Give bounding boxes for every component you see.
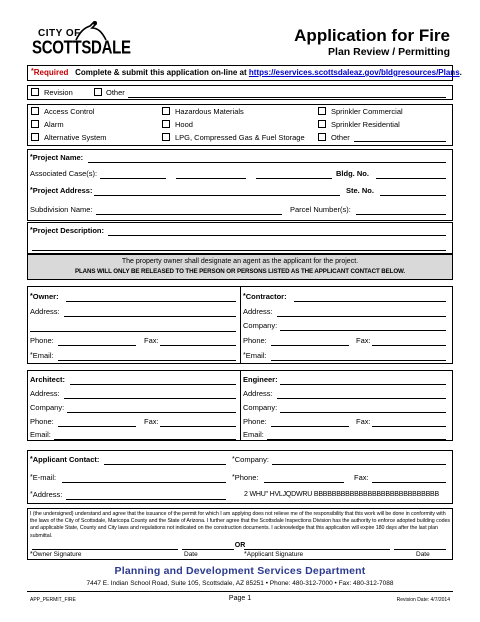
other-permit-label: Other (331, 133, 350, 142)
contractor-phone-label: Phone: (243, 336, 267, 345)
contractor-email-label: *Email: (243, 351, 267, 360)
page-number: Page 1 (228, 595, 252, 602)
case-field-1[interactable] (100, 178, 166, 179)
sprinkler-commercial-label: Sprinkler Commercial (331, 107, 403, 116)
engineer-address-label: Address: (243, 389, 273, 398)
architect-phone-field[interactable] (58, 426, 136, 427)
notice-line-1: The property owner shall designate an agent as the applicant for the project. (121, 258, 359, 265)
applicant-email-field[interactable] (62, 482, 226, 483)
contractor-address-label: Address: (243, 307, 273, 316)
subdivision-field[interactable] (96, 214, 282, 215)
owner-email-label: *Email: (30, 351, 54, 360)
notice-line-2: PLANS WILL ONLY BE RELEASED TO THE PERSON OR PERSONS LISTED AS THE APPLICANT CONTACT BELOW. (74, 268, 406, 275)
owner-address-label: Address: (30, 307, 60, 316)
subdivision-label: Subdivision Name: (30, 205, 93, 214)
project-address-label: *Project Address: (30, 186, 93, 195)
applicant-address-label: *Address: (30, 490, 63, 499)
applicant-contact-label: *Applicant Contact: (30, 455, 100, 464)
access-control-label: Access Control (44, 107, 95, 116)
contractor-address-field[interactable] (277, 316, 446, 317)
contractor-title: *Contractor: (243, 292, 287, 301)
revision-label: Revision (44, 88, 73, 97)
certification-text: I (the undersigned) understand and agree that the issuance of the permit for which I am applying does not relieve me of the responsibility that this work will be done in conformity with the laws of the City of Scottsdale, Maricopa County and the State of Arizona. I further agree that the Scottsdale Inspections Division has the authority to enforce adopted building codes and applicable State, County and City laws and regulations not indicated on the construction documents. I acknowledge that this application will expire 180 days after the last plan submittal. (30, 511, 451, 539)
architect-fax-label: Fax: (144, 417, 159, 426)
page-title: Application for Fire (294, 26, 450, 45)
description-field-2[interactable] (32, 250, 446, 251)
city-logo (30, 20, 131, 64)
architect-engineer-divider (240, 370, 241, 441)
bldg-no-field[interactable] (376, 178, 446, 179)
alarm-label: Alarm (44, 120, 64, 129)
associated-cases-label: Associated Case(s): (30, 169, 98, 178)
engineer-company-label: Company: (243, 403, 278, 412)
description-field-1[interactable] (108, 235, 446, 236)
architect-email-field[interactable] (54, 439, 236, 440)
hazardous-materials-label: Hazardous Materials (175, 107, 244, 116)
other-permit-checkbox[interactable] (318, 133, 326, 141)
ste-no-field[interactable] (380, 195, 446, 196)
engineer-fax-field[interactable] (372, 426, 446, 427)
owner-email-field[interactable] (58, 360, 236, 361)
hazardous-materials-checkbox[interactable] (162, 107, 170, 115)
required-instruction: Complete & submit this application on-line at (75, 68, 247, 77)
engineer-title: Engineer: (243, 375, 278, 384)
revision-checkbox[interactable] (31, 88, 39, 96)
applicant-signature-label: *Applicant Signature (244, 551, 304, 558)
engineer-email-field[interactable] (267, 439, 446, 440)
owner-date-label: Date (184, 551, 198, 558)
applicant-address-field[interactable] (66, 499, 226, 500)
department-address: 7447 E. Indian School Road, Suite 105, Scottsdale, AZ 85251 • Phone: 480-312-7000 • Fax: 480-312-7088 (86, 580, 394, 587)
owner-address-field-2[interactable] (30, 331, 236, 332)
contractor-name-field[interactable] (294, 301, 446, 302)
case-field-3[interactable] (256, 178, 332, 179)
applicant-contact-field[interactable] (104, 464, 226, 465)
contractor-email-field[interactable] (271, 360, 446, 361)
project-name-label: *Project Name: (30, 153, 84, 162)
owner-signature-label: *Owner Signature (30, 551, 82, 558)
other-type-field[interactable] (128, 97, 446, 98)
owner-address-field[interactable] (64, 316, 236, 317)
required-bar-text: *Required Complete & submit this application on-line at https://eservices.scottsdaleaz.gov/bldgresources/Plans. (31, 68, 462, 77)
project-description-label: *Project Description: (30, 226, 104, 235)
contractor-phone-field[interactable] (271, 345, 349, 346)
ste-no-label: Ste. No. (346, 186, 374, 195)
architect-email-label: Email: (30, 430, 51, 439)
sprinkler-commercial-checkbox[interactable] (318, 107, 326, 115)
applicant-fax-label: Fax: (354, 473, 369, 482)
engineer-name-field[interactable] (280, 384, 446, 385)
project-name-field[interactable] (88, 162, 446, 163)
owner-contractor-divider (240, 286, 241, 364)
alternative-system-checkbox[interactable] (31, 133, 39, 141)
or-label: OR (234, 542, 246, 549)
architect-company-field[interactable] (67, 412, 236, 413)
engineer-phone-field[interactable] (271, 426, 349, 427)
applicant-company-label: *Company: (232, 455, 269, 464)
hood-checkbox[interactable] (162, 120, 170, 128)
other-type-label: Other (106, 88, 125, 97)
contractor-company-field[interactable] (280, 330, 446, 331)
architect-address-label: Address: (30, 389, 60, 398)
page-subtitle: Plan Review / Permitting (328, 46, 450, 58)
department-name: Planning and Development Services Department (114, 565, 366, 577)
applicant-fax-field[interactable] (372, 482, 446, 483)
contractor-fax-label: Fax: (356, 336, 371, 345)
logo-text-main: SCOTTSDALE (32, 38, 131, 59)
other-permit-field[interactable] (354, 141, 446, 142)
applicant-phone-label: *Phone: (232, 473, 259, 482)
parcel-label: Parcel Number(s): (290, 205, 351, 214)
owner-title: *Owner: (30, 292, 59, 301)
applicant-company-field[interactable] (272, 464, 446, 465)
engineer-email-label: Email: (243, 430, 264, 439)
engineer-address-field[interactable] (277, 398, 446, 399)
project-address-field[interactable] (94, 195, 340, 196)
form-id: APP_PERMIT_FIRE (30, 597, 76, 603)
contractor-fax-field[interactable] (372, 345, 446, 346)
sprinkler-residential-checkbox[interactable] (318, 120, 326, 128)
architect-fax-field[interactable] (160, 426, 236, 427)
lpg-checkbox[interactable] (162, 133, 170, 141)
owner-fax-field[interactable] (160, 345, 236, 346)
footer-rule (27, 591, 453, 592)
architect-company-label: Company: (30, 403, 65, 412)
architect-name-field[interactable] (70, 384, 236, 385)
sprinkler-residential-label: Sprinkler Residential (331, 120, 400, 129)
lpg-label: LPG, Compressed Gas & Fuel Storage (175, 133, 305, 142)
engineer-fax-label: Fax: (356, 417, 371, 426)
bldg-no-label: Bldg. No. (336, 169, 369, 178)
owner-phone-field[interactable] (58, 345, 136, 346)
case-field-2[interactable] (176, 178, 246, 179)
alternative-system-label: Alternative System (44, 133, 107, 142)
owner-phone-label: Phone: (30, 336, 54, 345)
hood-label: Hood (175, 120, 193, 129)
applicant-email-label: *E-mail: (30, 473, 57, 482)
required-label: *Required (31, 68, 69, 77)
applicant-date-label: Date (416, 551, 430, 558)
engineer-company-field[interactable] (280, 412, 446, 413)
alarm-checkbox[interactable] (31, 120, 39, 128)
applicant-garbled-text: 2 WHU" HVLJQDWRU BBBBBBBBBBBBBBBBBBBBBBBBBBBB (244, 491, 439, 498)
engineer-phone-label: Phone: (243, 417, 267, 426)
applicant-phone-field[interactable] (264, 482, 344, 483)
contractor-company-label: Company: (243, 321, 278, 330)
eservices-link[interactable]: https://eservices.scottsdaleaz.gov/bldgresources/Plans (248, 68, 460, 77)
access-control-checkbox[interactable] (31, 107, 39, 115)
architect-title: Architect: (30, 375, 66, 384)
owner-fax-label: Fax: (144, 336, 159, 345)
owner-name-field[interactable] (66, 301, 236, 302)
architect-phone-label: Phone: (30, 417, 54, 426)
other-type-checkbox[interactable] (94, 88, 102, 96)
logo-text-top: CITY OF (38, 28, 81, 39)
parcel-field[interactable] (356, 214, 446, 215)
architect-address-field[interactable] (64, 398, 236, 399)
revision-date: Revision Date: 4/7/2014 (396, 597, 450, 603)
